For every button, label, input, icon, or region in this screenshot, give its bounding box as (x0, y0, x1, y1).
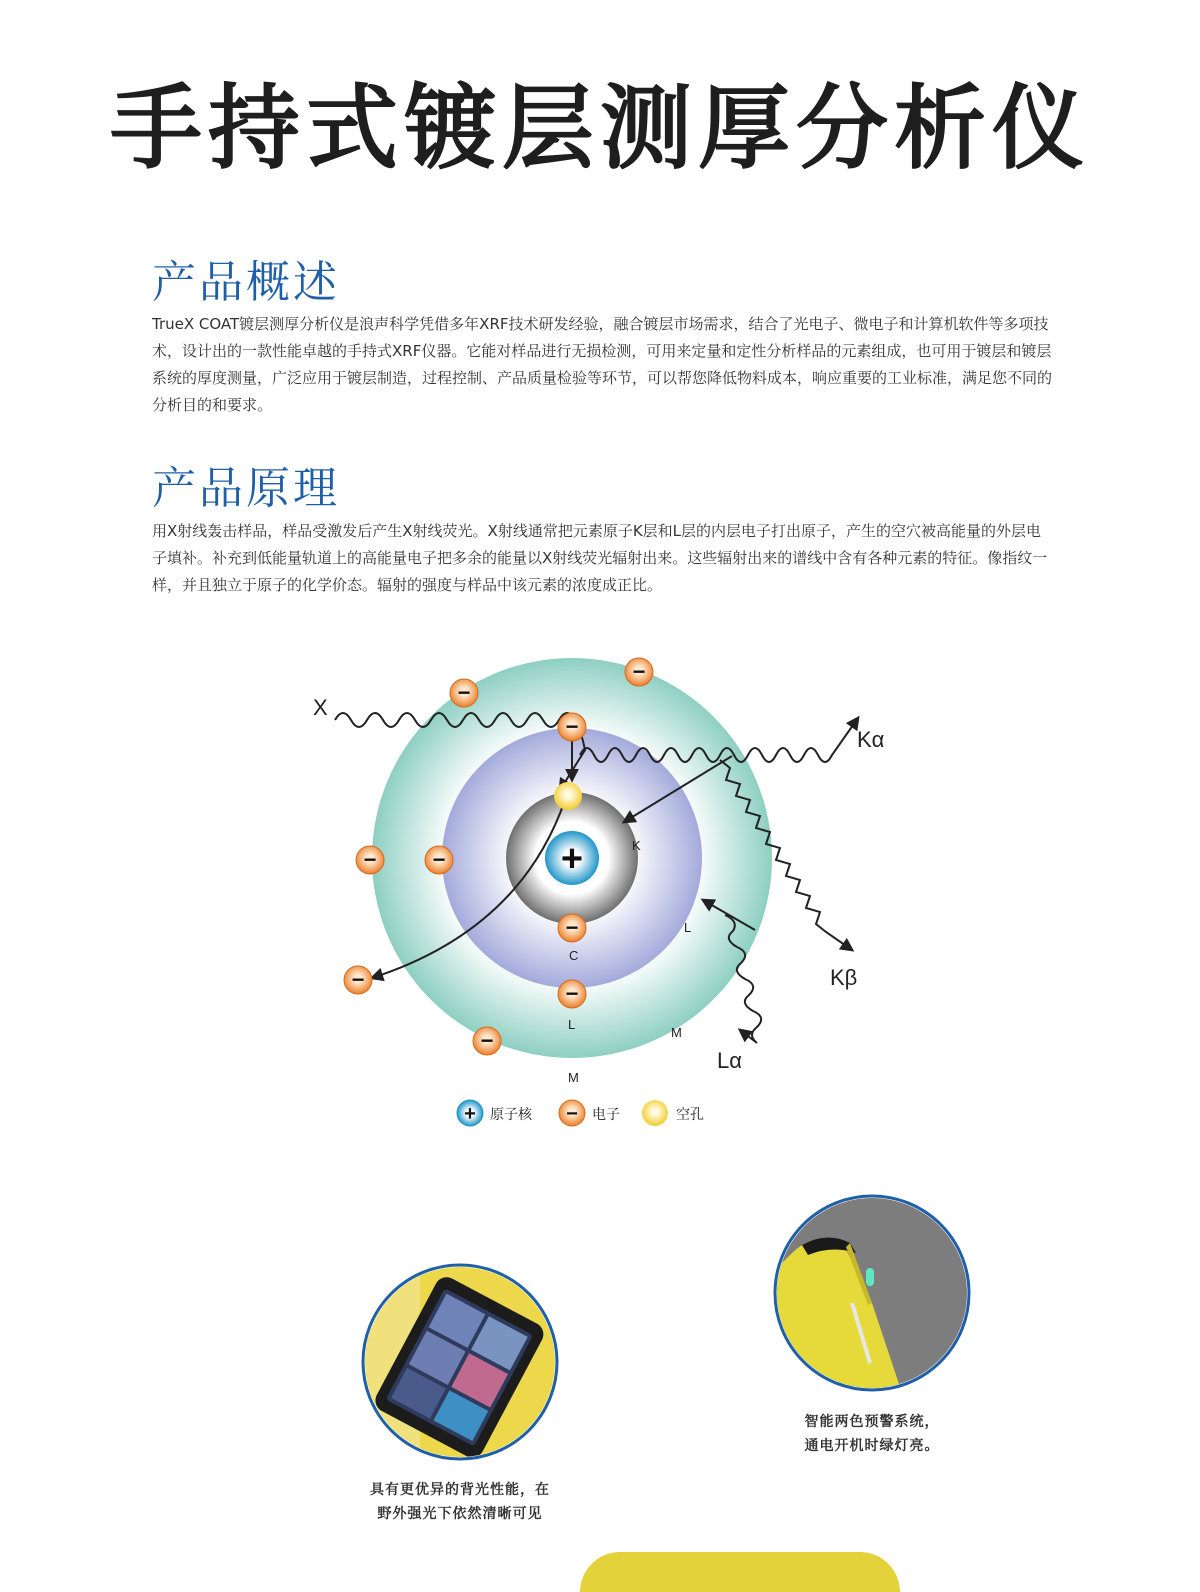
label-k-beta: Kβ (830, 965, 858, 990)
legend-vacancy-label: 空孔 (676, 1107, 704, 1123)
svg-text:−: − (565, 714, 579, 739)
svg-text:−: − (457, 680, 471, 705)
principle-text: 用X射线轰击样品，样品受激发后产生X射线荧光。X射线通常把元素原子K层和L层的内层电子打出原子，产生的空穴被高能量的外层电子填补。补充到低能量轨道上的高能量电子把多余的能量以X射线荧光辐射出来。这些辐射出来的谱线中含有各种元素的特征。像指纹一样，并且独立于原子的化学价态。辐射的强度与样品中该元素的浓度成正比。 (152, 522, 1048, 594)
label-shell-c: C (569, 948, 579, 963)
nucleus-plus-icon: + (560, 838, 584, 880)
svg-text:−: − (432, 847, 446, 872)
svg-text:−: − (632, 659, 646, 684)
screen-feature-image (360, 1262, 560, 1462)
label-shell-m-inner: M (671, 1025, 682, 1040)
svg-text:+: + (464, 1103, 476, 1125)
svg-text:−: − (351, 967, 365, 992)
svg-text:−: − (363, 847, 377, 872)
screen-caption-line1: 具有更优异的背光性能，在 (370, 1482, 550, 1498)
xrf-atom-diagram (0, 640, 1200, 1160)
label-k-alpha: Kα (857, 727, 885, 752)
warning-light-feature-image (772, 1193, 972, 1393)
screen-feature-caption (330, 1478, 590, 1526)
warning-caption-line2: 通电开机时绿灯亮。 (804, 1438, 940, 1454)
diagram-legend (457, 1100, 704, 1126)
page-title: 手持式镀层测厚分析仪 (109, 75, 1090, 182)
warning-feature-caption (760, 1410, 984, 1458)
label-x-ray: X (313, 695, 328, 720)
screen-caption-line2: 野外强光下依然清晰可见 (377, 1506, 543, 1522)
legend-nucleus-label: 原子核 (490, 1107, 532, 1123)
principle-heading: 产品原理 (152, 463, 340, 514)
legend-vacancy-icon (642, 1100, 668, 1126)
legend-electron-label: 电子 (592, 1107, 620, 1123)
label-shell-m-outer: M (568, 1070, 579, 1085)
label-shell-k: K (632, 838, 641, 853)
svg-text:−: − (565, 915, 579, 940)
svg-text:−: − (566, 1103, 578, 1125)
device-edge (580, 1552, 900, 1592)
svg-text:−: − (480, 1028, 494, 1053)
warning-caption-line1: 智能两色预警系统， (804, 1414, 940, 1430)
label-shell-l-outer: L (568, 1017, 576, 1032)
vacancy (554, 782, 582, 810)
label-shell-l-inner: L (684, 920, 692, 935)
overview-heading: 产品概述 (152, 257, 340, 308)
svg-text:−: − (565, 981, 579, 1006)
label-l-alpha: Lα (717, 1048, 742, 1073)
overview-text: TrueX COAT镀层测厚分析仪是浪声科学凭借多年XRF技术研发经验，融合镀层市场需求，结合了光电子、微电子和计算机软件等多项技术，设计出的一款性能卓越的手持式XRF仪器。它能对样品进行无损检测，可用来定量和定性分析样品的元素组成，也可用于镀层和镀层系统的厚度测量，广泛应用于镀层制造，过程控制、产品质量检验等环节，可以帮您降低物料成本，响应重要的工业标准，满足您不同的分析目的和要求。 (152, 315, 1053, 414)
